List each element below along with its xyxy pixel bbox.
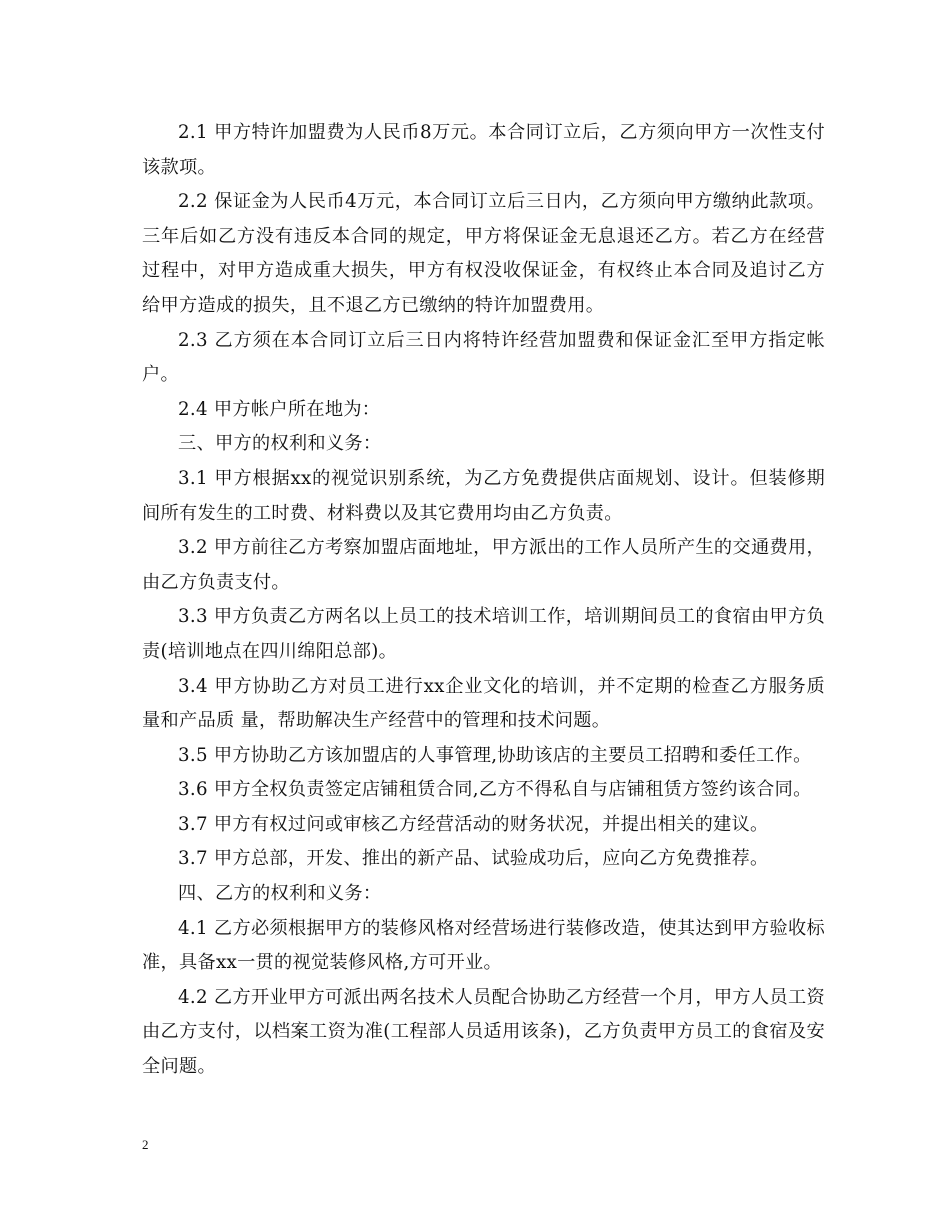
paragraph-2-4: 2.4 甲方帐户所在地为： [178,398,381,420]
paragraph-3-4: 3.4 甲方协助乙方对员工进行xx企业文化的培训，并不定期的检查乙方服务质量和产品质 量，帮助解决生产经营中的管理和技术问题。 [142,675,825,732]
paragraph-3-7-a: 3.7 甲方有权过问或审核乙方经营活动的财务状况，并提出相关的建议。 [178,813,769,835]
page-number: 2 [142,1137,149,1152]
paragraph-3-5: 3.5 甲方协助乙方该加盟店的人事管理,协助该店的主要员工招聘和委任工作。 [178,744,812,766]
paragraph-3-1: 3.1 甲方根据xx的视觉识别系统，为乙方免费提供店面规划、设计。但装修期间所有发生的工时费、材料费以及其它费用均由乙方负责。 [142,467,825,524]
paragraph-4-1: 4.1 乙方必须根据甲方的装修风格对经营场进行装修改造，使其达到甲方验收标准，具备xx一贯的视觉装修风格,方可开业。 [142,917,825,974]
paragraph-3-3: 3.3 甲方负责乙方两名以上员工的技术培训工作，培训期间员工的食宿由甲方负责(培训地点在四川绵阳总部)。 [142,606,825,662]
paragraph-3-2: 3.2 甲方前往乙方考察加盟店面地址，甲方派出的工作人员所产生的交通费用，由乙方负责支付。 [142,537,825,593]
paragraph-2-1: 2.1 甲方特许加盟费为人民币8万元。本合同订立后，乙方须向甲方一次性支付该款项。 [142,122,825,178]
paragraph-3-6: 3.6 甲方全权负责签定店铺租赁合同,乙方不得私自与店铺租赁方签约该合同。 [178,779,812,801]
paragraph-2-3: 2.3 乙方须在本合同订立后三日内将特许经营加盟费和保证金汇至甲方指定帐户。 [142,329,825,386]
paragraph-3-7-b: 3.7 甲方总部，开发、推出的新产品、试验成功后，应向乙方免费推荐。 [178,848,769,870]
paragraph-4-2: 4.2 乙方开业甲方可派出两名技术人员配合协助乙方经营一个月，甲方人员工资由乙方支付，以档案工资为准(工程部人员适用该条)，乙方负责甲方员工的食宿及安全问题。 [142,986,825,1078]
paragraph-2-2: 2.2 保证金为人民币4万元，本合同订立后三日内，乙方须向甲方缴纳此款项。三年后如乙方没有违反本合同的规定，甲方将保证金无息退还乙方。若乙方在经营过程中，对甲方造成重大损失，甲方有权没收保证金，有权终止本合同及追讨乙方给甲方造成的损失，且不退乙方已缴纳的特许加盟费用。 [142,191,825,316]
document-body [142,116,825,1085]
section-heading-3: 三、甲方的权利和义务： [178,433,382,455]
section-heading-4: 四、乙方的权利和义务： [178,883,382,905]
